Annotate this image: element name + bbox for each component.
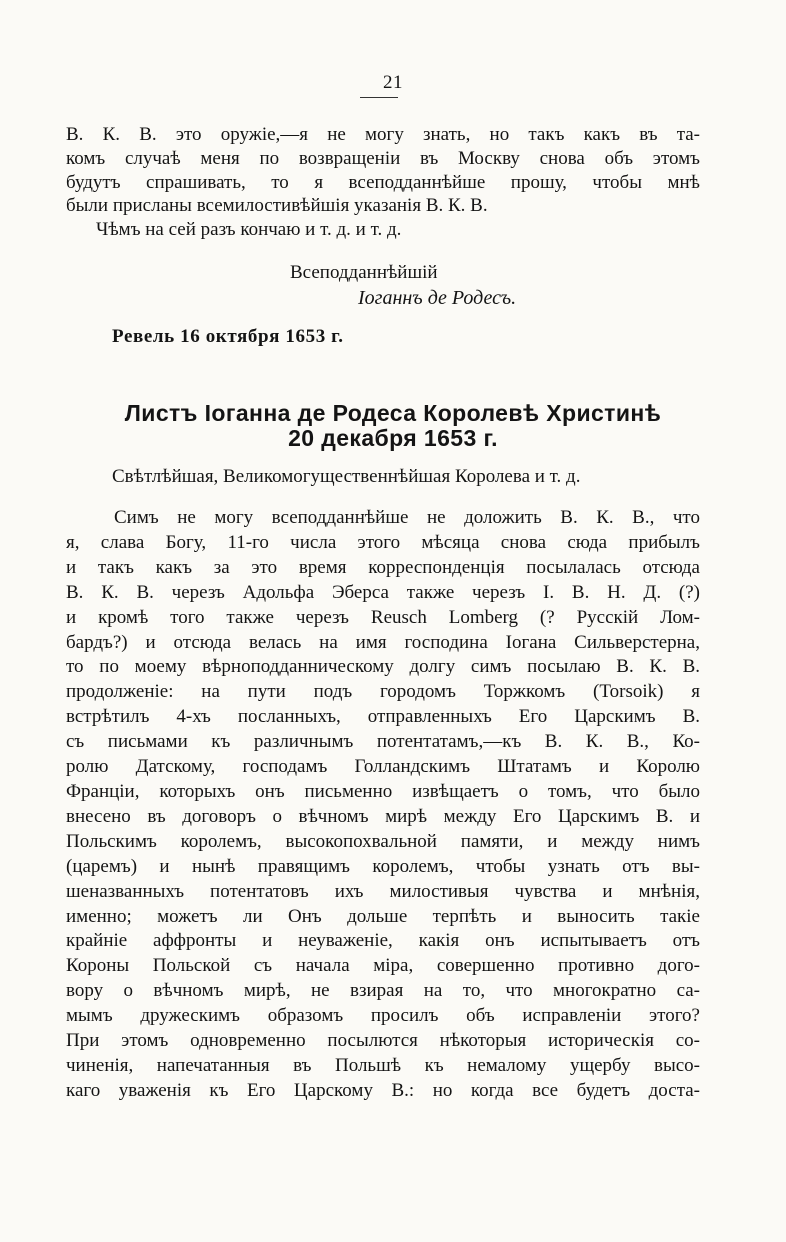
text-line: то по моему вѣрноподданническому долгу симъ посылаю В. К. В. (66, 656, 700, 678)
text-line: При этомъ одновременно посылются нѣкоторыя историческія со- (66, 1030, 700, 1052)
text-line: крайніе аффронты и неуваженіе, какія онъ испытываетъ отъ (66, 930, 700, 952)
text-line: бардъ?) и отсюда велась на имя господина Іогана Сильверстерна, (66, 631, 700, 653)
salutation: Свѣтлѣйшая, Великомогущественнѣйшая Королева и т. д. (112, 466, 581, 487)
text-line: будутъ спрашивать, то я всеподданнѣйше прошу, чтобы мнѣ (66, 171, 700, 193)
page-number-underline (360, 97, 398, 98)
text-line: В. К. В. черезъ Адольфа Эберса также черезъ І. В. Н. Д. (?) (66, 581, 700, 603)
letter-body-paragraph (66, 506, 700, 1104)
letter-heading: Листъ Іоганна де Родеса Королевѣ Христинѣ (124, 400, 662, 426)
text-line: мымъ дружескимъ образомъ просилъ объ исправленіи этого? (66, 1005, 700, 1027)
text-line: Франціи, которыхъ онъ письменно извѣщаетъ о томъ, что было (66, 780, 700, 802)
text-line: каго уваженія къ Его Царскому В.: но когда все будетъ доста- (66, 1079, 700, 1101)
text-line: я, слава Богу, 11-го числа этого мѣсяца снова сюда прибылъ (66, 531, 700, 553)
text-line: и такъ какъ за это время корреспонденція посылалась отсюда (66, 556, 700, 578)
closing-line: Чѣмъ на сей разъ кончаю и т. д. и т. д. (96, 219, 402, 241)
text-line: были присланы всемилостивѣйшія указанія В. К. В. (66, 195, 488, 217)
page-number: 21 (383, 72, 403, 93)
text-line: именно; можетъ ли Онъ дольше терпѣть и выносить такіе (66, 905, 700, 927)
signature-name: Іоганнъ де Родесъ. (358, 287, 517, 309)
text-line: (царемъ) и нынѣ правящимъ королемъ, чтобы узнать отъ вы- (66, 855, 700, 877)
signature-label: Всеподданнѣйшій (290, 262, 438, 283)
letter-ending-paragraph (66, 123, 700, 242)
text-line: съ письмами къ различнымъ потентатамъ,—къ В. К. В., Ко- (66, 731, 700, 753)
text-line: Симъ не могу всеподданнѣйше не доложить В. К. В., что (114, 507, 700, 528)
text-line: Польскимъ королемъ, высокопохвальной памяти, и между нимъ (66, 830, 700, 852)
text-line: В. К. В. это оружіе,—я не могу знать, но такъ какъ въ та- (66, 124, 700, 145)
text-line: внесено въ договоръ о вѣчномъ мирѣ между Его Царскимъ В. и (66, 805, 700, 827)
text-line: продолженіе: на пути подъ городомъ Торжкомъ (Torsoik) я (66, 681, 700, 703)
text-line: комъ случаѣ меня по возвращеніи въ Москву снова объ этомъ (66, 147, 700, 169)
text-line: встрѣтилъ 4-хъ посланныхъ, отправленныхъ Его Царскимъ В. (66, 706, 700, 728)
text-line: вору о вѣчномъ мирѣ, не взирая на то, что многократно са- (66, 980, 700, 1002)
text-line: чиненія, напечатанныя въ Польшѣ къ немалому ущербу высо- (66, 1054, 700, 1076)
text-line: шеназванныхъ потентатовъ ихъ милостивыя чувства и мнѣнія, (66, 880, 700, 902)
text-line: ролю Датскому, господамъ Голландскимъ Штатамъ и Королю (66, 756, 700, 778)
text-line: и кромѣ того также черезъ Reusch Lomberg (? Русскій Лом- (66, 606, 700, 628)
text-line: Короны Польской съ начала міра, совершенно противно дого- (66, 955, 700, 977)
letter-heading-date: 20 декабря 1653 г. (288, 425, 498, 451)
place-date: Ревель 16 октября 1653 г. (112, 326, 344, 347)
